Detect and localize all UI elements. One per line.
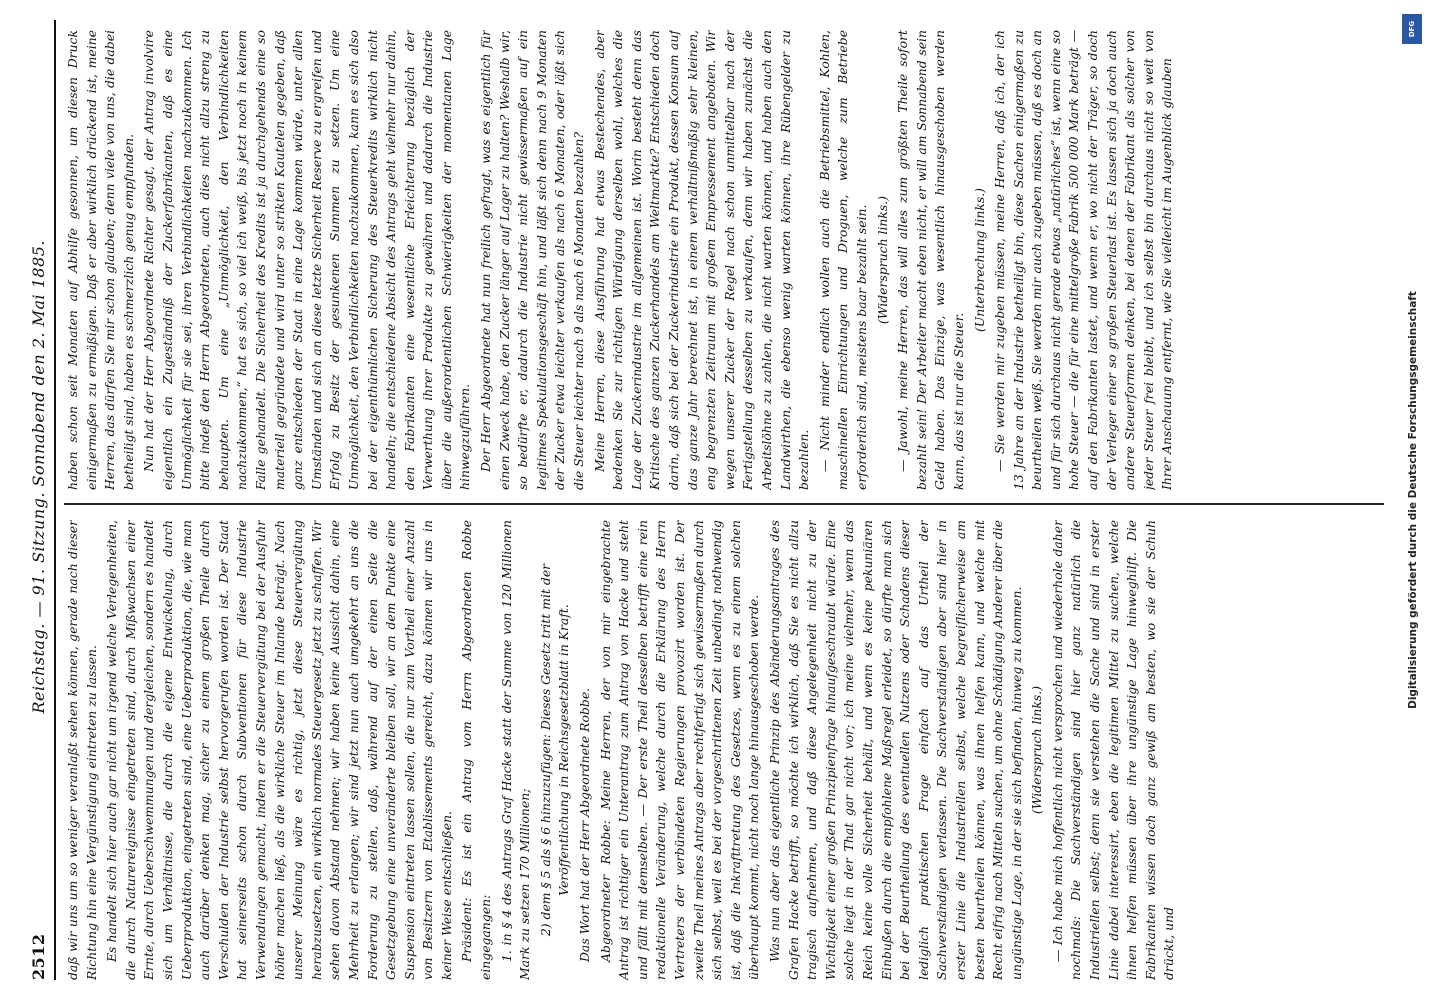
rotated-page: [8, 20, 1408, 980]
dfg-watermark: [1400, 0, 1426, 1000]
header-rule: [54, 20, 56, 980]
right-column: [64, 30, 1384, 490]
paragraph: Was nun aber das eigentliche Prinzip des Abänderungsantrages des Grafen Hacke betrifft, so möchte ich wirklich, daß Sie es nicht allzu tragisch aufnehmen, und daß diese Angelegenheit nicht zu der Wichtigkeit einer großen Prinzipienfrage hinaufgeschraubt würde. Eine solche liegt in der That gar nicht vor; ich meine vielmehr, wenn das Reich keine volle Sicherheit behält, und wenn es keine pekuniären Einbußen durch die empfohlene Maßregel erleidet, so dürfte man sich bei der Beurtheilung des eventuellen Nutzens oder Schadens dieser lediglich praktischen Frage einfach auf das Urtheil der Sachverständigen verlassen. Die Sachverständigen aber sind hier in erster Linie die Industriellen selbst, welche begreiflicherweise am besten beurtheilen können, was ihnen helfen kann, und welche mit Recht eifrig nach Mitteln suchen, um ohne Schädigung Anderer über die ungünstige Lage, in der sie sich befinden, hinweg zu kommen.: [766, 520, 1024, 980]
page-header: [8, 20, 48, 980]
paragraph: (Widerspruch links.): [1029, 685, 1045, 815]
dfg-logo-icon: [1402, 14, 1422, 44]
left-column: [64, 520, 1384, 980]
paragraph: 1. in § 4 des Antrags Graf Hacke statt der Summe von 120 Millionen Mark zu setzen 170 Millionen;: [498, 520, 533, 980]
paragraph: — Ich habe mich hoffentlich nicht versprochen und wiederhole daher nochmals: Die Sachverständigen sind hier ganz natürlich die Industriellen selbst; denn sie verstehen die Sache und sind in erster Linie dabei interessirt, eben die legitimen Mittel zu suchen, welche ihnen helfen müssen über ihre ungünstige Lage hinweghilft. Die Fabrikanten wissen doch ganz gewiß am besten, wo sie der Schuh drückt, und: [1049, 520, 1177, 980]
paragraph: haben schon seit Monaten auf Abhilfe gesonnen, um diesen Druck einigermaßen zu ermäßigen. Daß er aber wirklich drückend ist, meine Herren, das dürfen Sie mir schon glauben; denn viele von uns, die dabei betheiligt sind, haben es schmerzlich genug empfunden.: [65, 30, 136, 490]
paragraph: Präsident: Es ist ein Antrag vom Herrn Abgeordneten Robbe eingegangen:: [459, 520, 494, 980]
paragraph: 2) dem § 5 als § 6 hinzuzufügen: Dieses Gesetz tritt mit der Veröffentlichung in Reichsgesetzblatt in Kraft.: [537, 563, 572, 937]
paragraph: — Nicht minder endlich wollen auch die Betriebsmittel, Kohlen, maschinellen Einrichtungen und Droguen, welche zum Betriebe erforderlich sind, meistens baar bezahlt sein.: [816, 30, 869, 490]
dfg-logo-text: DFG: [1408, 20, 1416, 38]
paragraph: Meine Herren, diese Ausführung hat etwas Bestechendes, aber bedenken Sie zur richtigen Würdigung derselben wohl, welches die Lage der Zuckerindustrie im allgemeinen ist. Worin besteht denn das Kritische des ganzen Zuckerhandels am Weltmarkte? Entschieden doch darin, daß sich bei der Zuckerindustrie ein Produkt, dessen Konsum auf das ganze Jahr berechnet ist, in einem verhältnißmäßig sehr kleinen, eng begrenzten Zeitraum mit großem Empressement angeboten. Wir wegen unserer Zucker der Regel nach schon unmittelbar nach der Fertigstellung desselben zu verkaufen, denn wir haben zunächst die Arbeitslöhne zu zahlen, die nicht warten können, und haben auch den Landwirthen, die ebenso wenig warten können, ihre Rübengelder zu bezahlen.: [591, 30, 812, 490]
column-divider: [64, 504, 1384, 506]
paragraph: — Jawohl, meine Herren, das will alles zum größten Theile sofort bezahlt sein! Der Arbeiter macht eben nicht, er will am Sonnabend sein Geld haben. Das Einzige, was wesentlich hinausgeschoben werden kann, das ist nur die Steuer.: [895, 30, 966, 490]
page-number: 2512: [29, 933, 48, 980]
paragraph: Der Herr Abgeordnete hat nun freilich gefragt, was es eigentlich für einen Zweck habe, den Zucker länger auf Lager zu halten? Weshalb wir, so bedürfte er, dadurch die Industrie nicht gewissermaßen auf ein legitimes Spekulationsgeschäft hin, und läßt sich denn nach 9 Monaten der Zucker etwa leichter verkaufen als nach 6 Monaten, oder läßt sich die Steuer leichter nach 9 als nach 6 Monaten bezahlen?: [478, 30, 587, 490]
watermark-text: Digitalisierung gefördert durch die Deutsche Forschungsgemeinschaft: [1407, 291, 1419, 709]
paragraph: (Unterbrechung links.): [971, 188, 987, 332]
paragraph: daß wir uns um so weniger veranlaßt sehen können, gerade nach dieser Richtung hin eine Vergünstigung eintreten zu lassen.: [65, 520, 99, 980]
paragraph: Abgeordneter Robbe: Meine Herren, der von mir eingebrachte Antrag ist richtiger ein Unterantrag zum Antrag von Hacke und steht und fällt mit demselben. — Der erste Theil desselben betrifft eine rein redaktionelle Veränderung, welche durch die Erklärung des Herrn Vertreters der verbündeten Regierungen provozirt worden ist. Der zweite Theil meines Antrags aber rechtfertigt sich gewissermaßen durch sich selbst, weil es bei der vorgeschrittenen Zeit unbedingt nothwendig ist, daß die Inkrafttretung des Gesetzes, wenn es zu einem solchen überhaupt kommt, nicht noch lange hinausgeschoben werde.: [597, 520, 762, 980]
paragraph: — Sie werden mir zugeben müssen, meine Herren, daß ich, der ich 13 Jahre an der Industrie betheiligt bin, diese Sachen einigermaßen zu beurtheilen weiß. Sie werden mir auch zugeben müssen, daß es doch an und für sich durchaus nicht gerade etwas „natürliches“ ist, wenn eine so hohe Steuer — die für eine mittelgroße Fabrik 500 000 Mark beträgt — auf den Fabrikanten lastet, und wenn er, wo nicht der Träger, so doch der Verleger einer so großen Steuerlast ist. Es lassen sich ja doch auch andere Steuerformen denken, bei denen der Fabrikant als solcher von jeder Steuer frei bleibt, und ich selbst bin durchaus nicht so weit von Ihrer Anschauung entfernt, wie Sie vielleicht im Augenblick glauben: [992, 30, 1175, 490]
dfg-logo: [1402, 14, 1422, 44]
paragraph: (Widerspruch links.): [874, 195, 890, 325]
running-title: Reichstag. — 91. Sitzung. Sonnabend den 2. Mai 1885.: [29, 239, 48, 714]
paragraph: Nun hat der Herr Abgeordnete Richter gesagt, der Antrag involvire eigentlich ein Zugeständniß der Zuckerfabrikanten, daß es eine Unmöglichkeit für sie sei, ihren Verbindlichkeiten nachzukommen. Ich bitte indeß den Herrn Abgeordneten, auch dies nicht allzu streng zu behaupten. Um eine „Unmöglichkeit, den Verbindlichkeiten nachzukommen,“ hat es sich, so viel ich weiß, bis jetzt noch in keinem Falle gehandelt. Die Sicherheit des Kredits ist ja durchgehends eine so materiell gegründete und wird unter so strikten Kautelen gegeben, daß ganz entschieden der Staat in eine Lage kommen würde, unter allen Umständen und sich an diese letzte Sicherheit Reserve zu ergreifen und Erfolg zu Besitz der gesunkenen Summen zu setzen. Um eine Unmöglichkeit, den Verbindlichkeiten nachzukommen, kann es sich also bei der eigenthümlichen Sicherung des Steuerkredits wirklich nicht handeln; die entschiedene Absicht des Antrags geht vielmehr nur dahin, den Fabrikanten eine wesentliche Erleichterung bezüglich der Verwerthung ihrer Produkte zu gewähren und dadurch die Industrie über die außerordentlichen Schwierigkeiten der momentanen Lage hinwegzuführen.: [141, 30, 473, 490]
paragraph: Es handelt sich hier auch gar nicht um irgend welche Verlegenheiten, die durch Naturereignisse eingetreten sind, durch Mißwachsen einer Ernte, durch Ueberschwemmungen und dergleichen, sondern es handelt sich um Verhältnisse, die durch die eigene Entwickelung, durch Ueberproduktion, eingetreten sind, eine Ueberproduktion, die, wie man auch darüber denken mag, sicher zu einem großen Theile durch Verschulden der Industrie selbst hervorgerufen worden ist. Der Staat hat seinerseits schon durch Subventionen für diese Industrie Verwendungen gemacht, indem er die Steuervergütung bei der Ausfuhr höher machen ließ, als die wirkliche Steuer im Inlande beträgt. Nach unserer Meinung wäre es richtig, jetzt diese Steuervergütung herabzusetzen, ein wirklich normales Steuergesetz jetzt zu schaffen. Wir sehen davon Abstand nehmen; wir haben keine Aussicht dahin, eine Mehrheit zu erlangen; wir sind jetzt nun auch umgekehrt an uns die Forderung zu stellen, daß, während auf der einen Seite die Gesetzgebung eine unveränderte bleiben soll, wir an dem Punkte eine Suspension eintreten lassen sollen, die nur zum Vortheil einer Anzahl von Besitzern von Etablissements gereicht, dazu können wir uns in keiner Weise entschließen.: [104, 520, 454, 980]
paragraph: Das Wort hat der Herr Abgeordnete Robbe.: [577, 687, 593, 962]
